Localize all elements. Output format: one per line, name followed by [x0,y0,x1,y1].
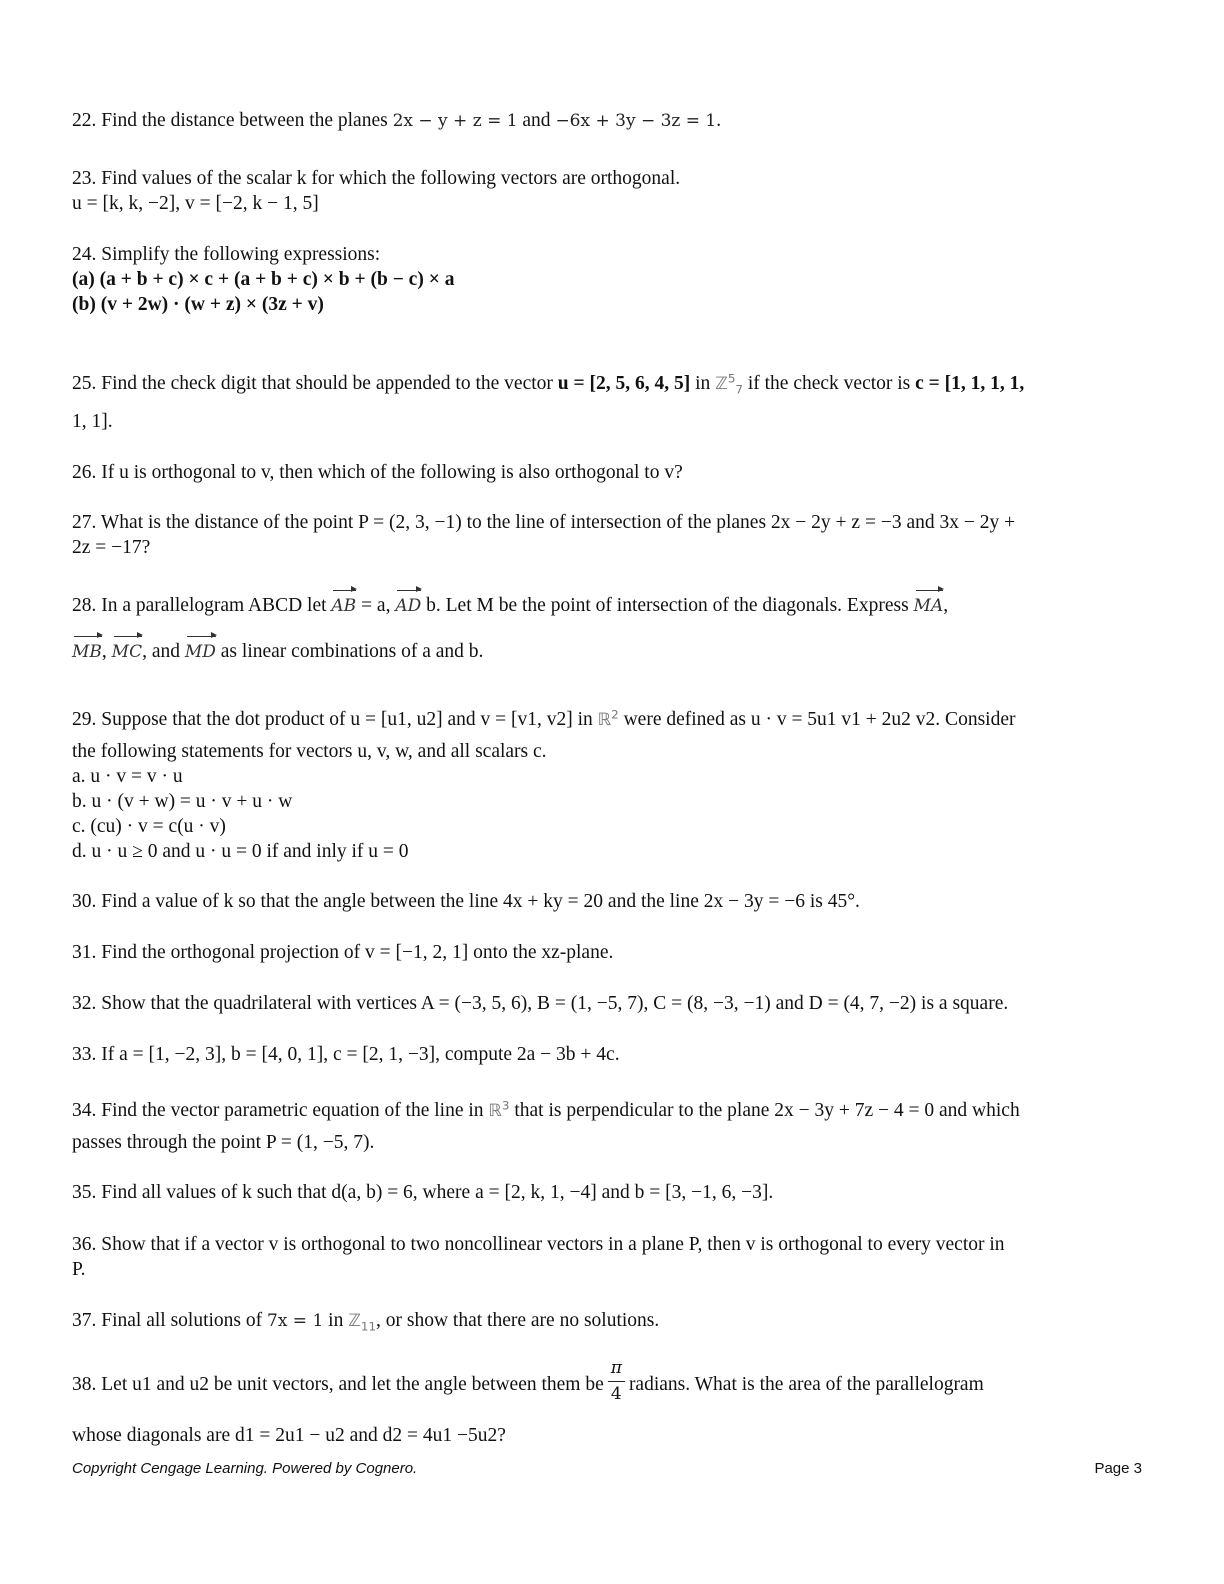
question-24-line-1: 24. Simplify the following expressions: [72,244,381,265]
vector-MC: MC [112,638,142,665]
statement-c: c. (cu) · v = c(u · v) [72,816,226,837]
vector-AD: AD [395,592,421,619]
question-28: 28. In a parallelogram ABCD let AB = a, AD b. Let M be the point of intersection of the diagonals. Express MA, MB, MC, and MD as linear combinations of a and b. [72,592,1152,665]
integers-mod-symbol: ℤ$_{11}$ [348,1311,377,1334]
real-space-symbol: ℝ$^2$ [597,707,619,730]
question-24-part-b: (b) (v + 2w) · (w + z) × (3z + v) [72,294,324,315]
question-30: 30. Find a value of k so that the angle between the line 4x + ky = 20 and the line 2x − 3y = −6 is 45°. [72,891,860,912]
question-34-line-2: passes through the point P = (1, −5, 7). [72,1132,375,1153]
question-36-line-1: 36. Show that if a vector v is orthogonal to two noncollinear vectors in a plane P, then v is orthogonal to every vector in [72,1234,1005,1255]
plane-equation-2: −6x + 3y − 3z = 1 [555,111,717,131]
question-37: 37. Final all solutions of 7x = 1 in ℤ$_{11}$, or show that there are no solutions. [72,1310,660,1334]
question-38: 38. Let u1 and u2 be unit vectors, and let the angle between them be $\frac{\pi}{4}$ radians. What is the area of the parallelogram whose diagonals are d1 = 2u1 − u2 and d2 = 4u1 −5u2? [72,1360,1152,1448]
question-26: 26. If u is orthogonal to v, then which of the following is also orthogonal to v? [72,462,683,483]
statement-d: d. u · u ≥ 0 and u · u = 0 if and inly if u = 0 [72,841,409,862]
real-space-symbol: ℝ$^3$ [488,1098,510,1121]
statement-b: b. u · (v + w) = u · v + u · w [72,791,293,812]
question-23 [72,166,1152,216]
question-38-line-2: whose diagonals are d1 = 2u1 − u2 and d2 = 4u1 −5u2? [72,1425,506,1446]
question-24-part-a: (a) (a + b + c) × c + (a + b + c) × b + (b − c) × a [72,269,455,290]
question-27-line-1: 27. What is the distance of the point P = (2, 3, −1) to the line of intersection of the planes 2x − 2y + z = −3 and 3x − 2y + [72,512,1016,533]
question-23-line-1: 23. Find values of the scalar k for which the following vectors are orthogonal. [72,168,681,189]
question-24 [72,242,1152,317]
vector-MD: MD [185,638,216,665]
question-22: 22. Find the distance between the planes 2x − y + z = 1 and −6x + 3y − 3z = 1. [72,110,722,131]
page-number: Page 3 [1094,1460,1142,1477]
angle-fraction: $\frac{\pi}{4}$ [608,1356,625,1407]
vector-AB: AB [331,592,356,619]
question-25: 25. Find the check digit that should be appended to the vector u = [2, 5, 6, 4, 5] in ℤ$^5_7$ if the check vector is c = [1, 1, 1, 1, 1, 1]. [72,371,1152,434]
plane-equation-1: 2x − y + z = 1 [392,111,518,131]
integers-mod-symbol: ℤ$^5_7$ [715,371,743,397]
question-34: 34. Find the vector parametric equation of the line in ℝ$^3$ that is perpendicular to the plane 2x − 3y + 7z − 4 = 0 and which passes through the point P = (1, −5, 7). [72,1098,1152,1155]
copyright-footer: Copyright Cengage Learning. Powered by Cognero. [72,1460,418,1477]
question-31: 31. Find the orthogonal projection of v = [−1, 2, 1] onto the xz-plane. [72,942,614,963]
question-29-line-2: the following statements for vectors u, v, w, and all scalars c. [72,741,547,762]
question-25-line-2: 1, 1]. [72,411,113,432]
question-35: 35. Find all values of k such that d(a, b) = 6, where a = [2, k, 1, −4] and b = [3, −1, 6, −3]. [72,1182,774,1203]
question-27 [72,510,1152,560]
question-36-line-2: P. [72,1259,86,1280]
vector-MB: MB [72,638,102,665]
question-23-line-2: u = [k, k, −2], v = [−2, k − 1, 5] [72,193,319,214]
question-32: 32. Show that the quadrilateral with vertices A = (−3, 5, 6), B = (1, −5, 7), C = (8, −3, −1) and D = (4, 7, −2) is a square. [72,993,1009,1014]
question-36 [72,1232,1152,1282]
question-27-line-2: 2z = −17? [72,537,151,558]
statement-a: a. u · v = v · u [72,766,183,787]
vector-MA: MA [914,592,944,619]
question-33: 33. If a = [1, −2, 3], b = [4, 0, 1], c = [2, 1, −3], compute 2a − 3b + 4c. [72,1044,620,1065]
question-29: 29. Suppose that the dot product of u = [u1, u2] and v = [v1, v2] in ℝ$^2$ were defined as u · v = 5u1 v1 + 2u2 v2. Consider the following statements for vectors u, v, w, and all scalars c. a. u · v = v · u b. u · (v + w) = u · v + u · w c. (cu) · v = c(u · v) d. u · u ≥ 0 and u · u = 0 if and inly if u = 0 [72,707,1152,864]
